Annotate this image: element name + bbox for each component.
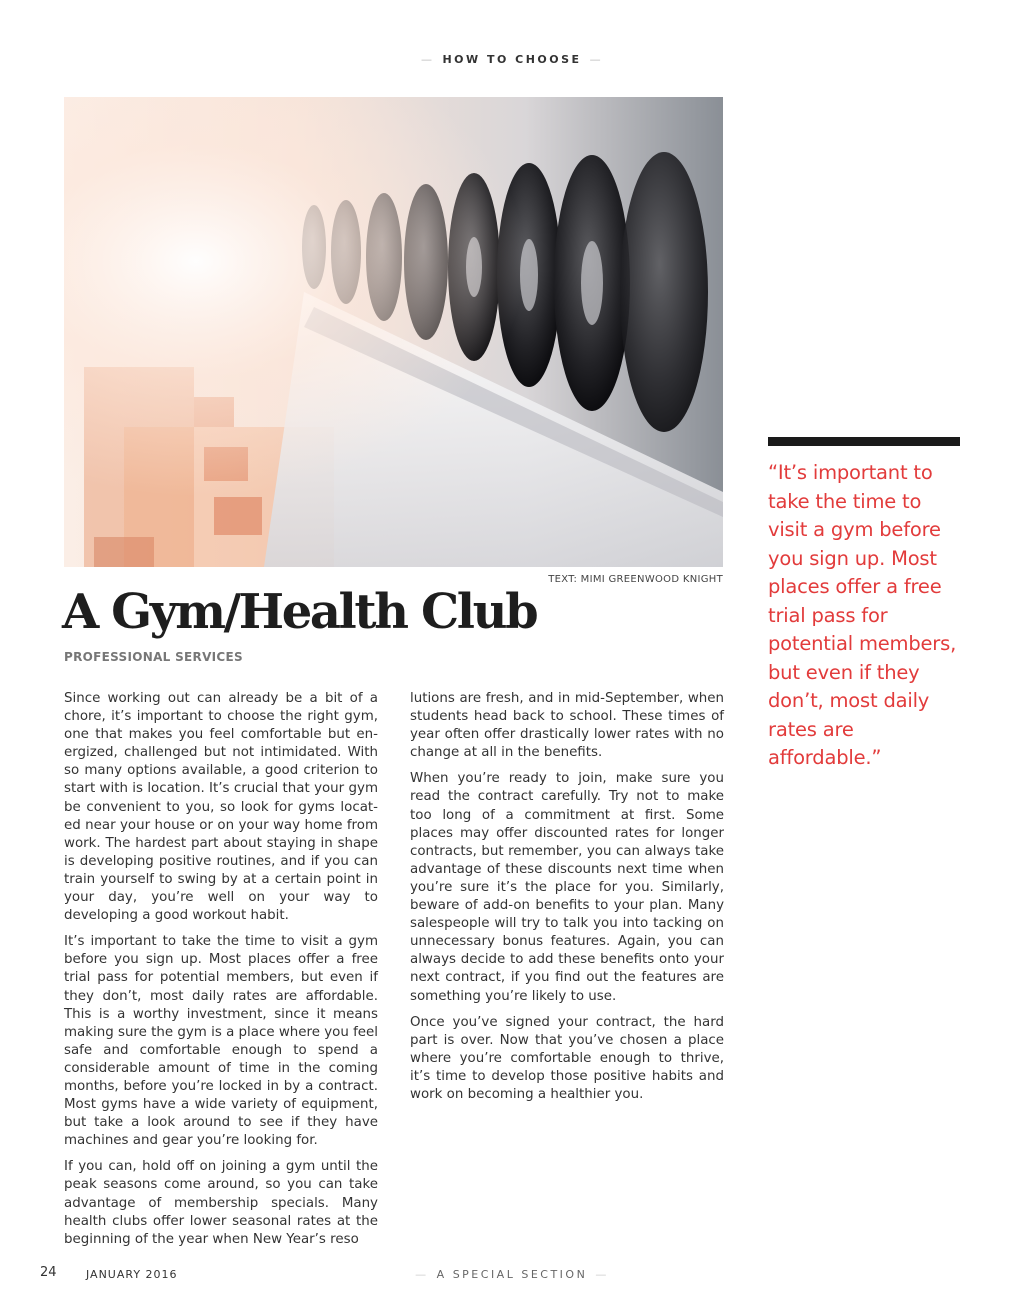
paragraph: Once you’ve signed your contract, the hard part is over. Now that you’ve chosen a place where you’re comfortable enough to thrive, it’s time to develop those positive habits and work on becoming a healthier you. <box>410 1014 724 1102</box>
paragraph: lutions are fresh, and in mid-September, when students head back to school. These times of year often offer drastically lower rates with no change at all in the benefits. <box>410 691 724 761</box>
kicker-dash-right: — <box>589 53 604 66</box>
article-category: PROFESSIONAL SERVICES <box>64 650 243 664</box>
footer-dash-left: — <box>415 1268 429 1281</box>
article-title: A Gym/Health Club <box>62 584 537 640</box>
section-kicker <box>0 53 1024 66</box>
page-number: 24 <box>40 1265 57 1280</box>
paragraph: When you’re ready to join, make sure you read the contract carefully. Try not to make too long of a commitment at first. Some places may offer discounted rates for longer contracts, but remember, you can always take advantage of these discounts next time when you’re sure it’s the place for you. Similarly, beware of add-on benefits to your plan. Many salespeople will try to talk you into tacking on unnecessary bonus features. Again, you can always decide to add these benefits onto your next contract, if you find out the features are something you’re likely to use. <box>410 771 724 1004</box>
pull-quote: “It’s important to take the time to visit a gym before you sign up. Most places offer a free trial pass for potential members, but even if they don’t, most daily rates are affordable.” <box>768 461 957 769</box>
paragraph: Since working out can already be a bit of a chore, it’s important to choose the right gym, one that makes you feel comfortable but energized, challenged but not intimidated. With so many options available, a good criterion to start with is location. It’s crucial that your gym be convenient to you, so look for gyms located near your house or on your way home from work. The hardest part about staying in shape is developing positive routines, and if you can train yourself to swing by at a certain point in your day, you’re well on your way to developing a good workout habit. <box>64 691 378 924</box>
article-column-2 <box>410 690 724 1112</box>
footer-dash-right: — <box>595 1268 609 1281</box>
section-footer <box>0 1268 1024 1281</box>
article-column-1 <box>64 690 378 1257</box>
kicker-text: HOW TO CHOOSE <box>442 53 582 66</box>
paragraph: It’s important to take the time to visit a gym before you sign up. Most places offer a free trial pass for potential members, but even if they don’t, most daily rates are affordable. This is a worthy investment, since it means making sure the gym is a place where you feel safe and comfortable enough to spend a considerable amount of time in the coming months, before you’re locked in by a contract. Most gyms have a wide variety of equipment, but take a look around to see if they have machines and gear you’re looking for. <box>64 934 378 1149</box>
issue-date: JANUARY 2016 <box>86 1268 178 1281</box>
photo-credit: TEXT: MIMI GREENWOOD KNIGHT <box>548 574 723 585</box>
pull-quote-rule <box>768 437 960 446</box>
gym-dumbbell-photo <box>64 97 723 567</box>
section-label: A SPECIAL SECTION <box>436 1268 588 1281</box>
kicker-dash-left: — <box>420 53 435 66</box>
paragraph: If you can, hold off on joining a gym until the peak seasons come around, so you can take advantage of membership specials. Many health clubs offer lower seasonal rates at the beginning of the year when New Year’s reso <box>64 1159 378 1247</box>
